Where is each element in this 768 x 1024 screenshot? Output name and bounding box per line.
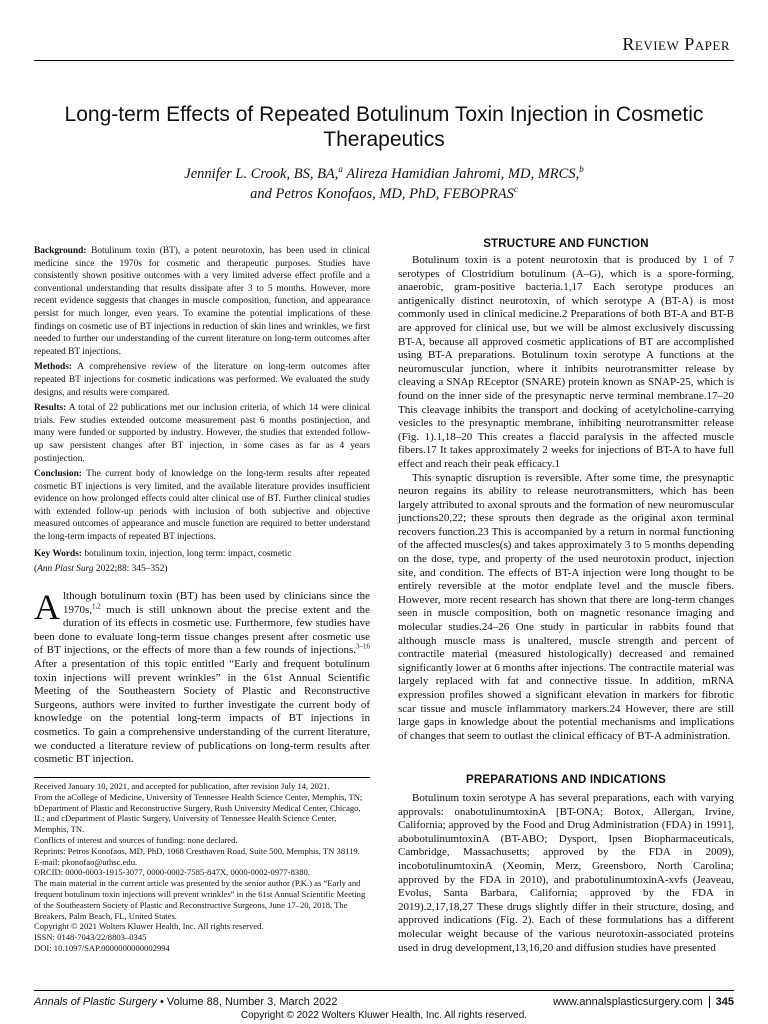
structure-section <box>398 254 734 743</box>
note-received: Received January 10, 2021, and accepted for publication, after revision July 14, 2021. <box>34 781 330 791</box>
article-notes <box>34 781 370 954</box>
note-affiliations: From the aCollege of Medicine, University of Tennessee Health Science Center, Memphis, TN; bDepartment of Plastic and Reconstructive Surgery, Rush University Medical Center, Chicago, IL; and cDepartment of Plastic Surgery, University of Tennessee Health Science Center, Memphis, TN. <box>34 791 363 835</box>
drop-cap: A <box>34 587 60 627</box>
author-list <box>40 164 728 204</box>
header-divider <box>34 60 734 61</box>
heading-preparations: PREPARATIONS AND INDICATIONS <box>465 774 667 786</box>
page-number: 345 <box>709 996 734 1008</box>
note-conflicts: Conflicts of interest and sources of funding: none declared. <box>34 834 238 845</box>
preparations-section <box>398 792 734 955</box>
note-reprints: Reprints: Petros Konofaos, MD, PhD, 1068 Cresthaven Road, Suite 500, Memphis, TN 38119. E-mail: pkonofao@uthsc.edu. <box>34 845 360 867</box>
affiliation-a: a <box>338 164 343 175</box>
author-crook: Jennifer L. Crook, BS, BA, <box>184 166 339 182</box>
article-title: Long-term Effects of Repeated Botulinum Toxin Injection in Cosmetic Therapeutics <box>64 103 704 151</box>
journal-url[interactable]: www.annalsplasticsurgery.com <box>553 996 703 1008</box>
author-konofaos: and Petros Konofaos, MD, PhD, FEBOPRAS <box>250 186 514 202</box>
abstract <box>34 245 370 579</box>
note-orcid: ORCID: 0000-0003-1915-3077, 0000-0002-7585-847X, 0000-0002-0977-8380. <box>34 867 310 878</box>
note-copyright: Copyright © 2021 Wolters Kluwer Health, Inc. All rights reserved. <box>34 921 264 932</box>
abstract-methods: Methods: A comprehensive review of the literature on long-term outcomes after repeated BT injections for cosmetic indications was performed. We evaluated the study designs, and results were compared. <box>34 362 370 398</box>
intro-paragraph: Although botulinum toxin (BT) has been used by clinicians since the 1970s,$^{1,2}$ much is still unknown about the precise extent and the duration of its effects in cosmetic use. Furthermore, few studies have been done to evaluate long-term tissue changes present after cosmetic use of BT injections, or the effects of more than a few rounds of injections.$^{3-16}$ After a presentation of this topic entitled “Early and frequent botulinum toxin injections will prevent wrinkles” in the 61st Annual Scientific Meeting of the Southeastern Society of Plastic and Reconstructive Surgeons, authors were invited to further investigate the current body of knowledge on the potential long-term impacts of BT injections in cosmetics. To gain a comprehensive understanding of the current literature, we conducted a literature review of publications on long-term results after cosmetic BT injection. <box>34 587 370 766</box>
footer-right <box>553 996 734 1008</box>
abstract-background: Background: Botulinum toxin (BT), a potent neurotoxin, has been used in clinical medicine since the 1970s for cosmetic and therapeutic purposes. Studies have consistently shown positive outcomes with a very limited adverse effect profile and a conventional understanding that results dissipate after 3 to 5 months. However, more recent evidence suggests that changes in muscle composition, function, and appearance persist for much longer, even years. To examine the potential implications of these findings on cosmetic use of BT injections in reduction of skin lines and wrinkles, we first needed to further our understanding of the current literature on long-term outcomes after repeated BT injections. <box>34 246 371 357</box>
affiliation-c: c <box>513 184 518 195</box>
note-presented: The main material in the current article was presented by the senior author (P.K.) as “Early and frequent botulinum toxin injections will prevent wrinkles” in the 61st Annual Scientific Meeting of the Southeastern Society of Plastic and Reconstructive Surgeons, June 17–20, 2018, The Breakers, Palm Beach, FL, United States. <box>34 878 366 921</box>
affiliation-b: b <box>579 164 584 175</box>
abstract-results: Results: A total of 22 publications met our inclusion criteria, of which 14 were clinical trials. Few studies extended outcome measurement past 6 months postinjection, and many were funded or supported by industry. However, the studies that extended follow-up saw persistent changes after BT injection, in some cases as far as 4 years postinjection. <box>34 403 371 464</box>
structure-paragraph-2: This synaptic disruption is reversible. After some time, the presynaptic neuron regains its ability to release neurotransmitters, which has been largely attributed to axonal sprouts and the formation of new neuromuscular junctions20,22; these sprouts then degrade as the original axon terminal recovers function.23 This is accompanied by a return in normal functioning of the affected muscles(s) and takes approximately 3 to 5 months depending on the dose, type, and property of the used neurotoxin product, injection site, and condition. The effects of BT-A injection were long thought to be entirely reversible at the motor endplate level and the muscle fibers. However, more recent research has shown that there are long-term changes seen in muscle composition, both on magnetic resonance imaging and molecular studies.24–26 One study in particular in rabbits found that although muscle mass is unaltered, muscle strength and percent of contractile material (measured histologically) decreased and remained significantly lower at 6 months after injections. The contractile material was largely replaced with fat and connective tissue. In addition, mRNA expression profiles showed a significant elevation in markers for fibrotic scar tissue and muscle inflammatory markers.24 However, there are still large gaps in knowledge about the potential mechanisms and implications of changes that seem to outlast the clinical efficacy of BT-A administration. <box>398 471 734 742</box>
heading-structure: STRUCTURE AND FUNCTION <box>483 238 649 250</box>
notes-divider <box>34 777 370 778</box>
page-copyright: Copyright © 2022 Wolters Kluwer Health, Inc. All rights reserved. <box>240 1010 528 1021</box>
note-issn: ISSN: 0148-7043/22/8803–0345 <box>34 932 147 943</box>
footer-divider <box>34 990 734 991</box>
abstract-conclusion: Conclusion: The current body of knowledge on the long-term results after repeated cosmetic BT injections is very limited, and the available literature provides insufficient evidence on how prolonged effects could alter clinical use of BT. Further clinical studies with extended follow-up periods with inclusion of both subjective and objective measured outcomes of appearance and muscle function are required to better understand the long-term impacts of repeated BT injections. <box>34 469 370 543</box>
keywords: Key Words: botulinum toxin, injection, long term: impact, cosmetic <box>34 548 292 559</box>
author-jahromi: Alireza Hamidian Jahromi, MD, MRCS, <box>342 166 580 182</box>
preparations-paragraph-1: Botulinum toxin serotype A has several preparations, each with varying approvals: onabotulinumtoxinA [BT-ONA; Botox, Allergan, Irvine, California; approved by the Food and Drug Administration (FDA) in 1991], abobotulinumtoxinA (BT-ABO; Dysport, Ipsen Biopharmaceuticals, Cambridge, Massachusetts; approved by the FDA in 2009), incobotulinumtoxinA (Xeomin, Merz, Greensboro, North Carolina; approved by the FDA in 2010), and prabotulinumtoxinA-xvfs (Jeaveau, Evolus, Santa Barbara, California; approved by the FDA in 2019).2,17,18,27 These drugs slightly differ in their structure, dosing, and approved indications (Fig. 2). Each of these formulations has a different molecular weight because of the various neurotoxin-associated proteins used in drug development,13,16,20 and diffusion studies have presented <box>398 792 734 954</box>
footer-journal: Annals of Plastic Surgery • Volume 88, Number 3, March 2022 <box>34 996 338 1008</box>
citation: (Ann Plast Surg 2022;88: 345–352) <box>34 564 168 575</box>
section-label: Review Paper <box>622 34 730 54</box>
note-doi: DOI: 10.1097/SAP.0000000000002994 <box>34 942 170 953</box>
structure-paragraph-1: Botulinum toxin is a potent neurotoxin that is produced by 1 of 7 serotypes of Clostridium botulinum (A–G), which is a spore-forming, anaerobic, gram-positive bacteria.1,17 Each serotype produces an antigenically distinct neurotoxin, of which serotype A (BT-A) is most commonly used in clinical medicine.2 Preparations of both BT-A and BT-B are approved for clinical use, but we will be almost exclusively discussing BT-A, because all approved cosmetic applications of BT are accomplished using BT-A preparations. Botulinum toxin serotype A functions at the neuromuscular junction, where it inhibits neurotransmitter release by cleaving a SNAp REceptor (SNARE) protein known as SNAP-25, which is found on the inner side of the presynaptic nerve terminal membrane.17–20 This cleavage inhibits the transport and docking of acetylcholine-carrying vesicles to the presynaptic membrane, inhibiting neurotransmitter release (Fig. 1).1,18–20 This creates a flaccid paralysis in the affected muscle fibers.17 It takes approximately 2 weeks for injections of BT-A to have full effect and reach their peak efficacy.1 <box>398 254 734 470</box>
introduction <box>34 587 370 767</box>
